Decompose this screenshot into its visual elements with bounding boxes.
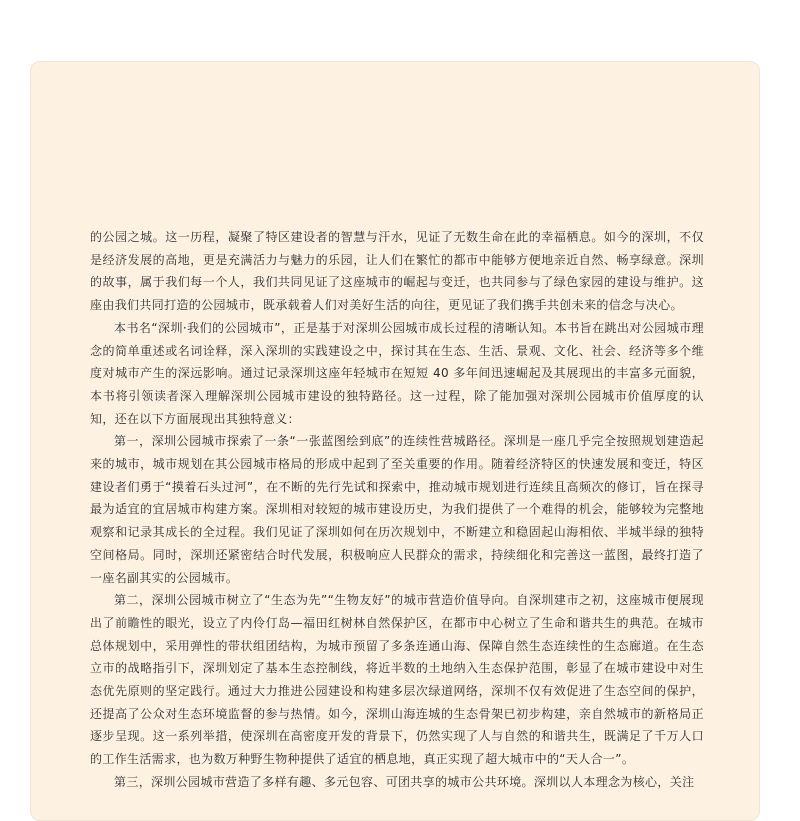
scrollbar-track[interactable] [794,0,800,800]
document-body [90,226,704,794]
paragraph-point-one: 第一，深圳公园城市探索了一条“一张蓝图绘到底”的连续性营城路径。深圳是一座几乎完全按照规划建造起来的城市，城市规划在其公园城市格局的形成中起到了至关重要的作用。随着经济特区的快速发展和变迁，特区建设者们勇于“摸着石头过河”，在不断的先行先试和探索中，推动城市规划进行连续且高频次的修订，旨在探寻最为适宜的宜居城市构建方案。深圳相对较短的城市建设历史，为我们提供了一个难得的机会，能够较为完整地观察和记录其成长的全过程。我们见证了深圳如何在历次规划中，不断建立和稳固起山海相依、半城半绿的独特空间格局。同时，深圳还紧密结合时代发展，积极响应人民群众的需求，持续细化和完善这一蓝图，最终打造了一座名副其实的公园城市。 [90,434,704,585]
paragraph-continuation: 的公园之城。这一历程，凝聚了特区建设者的智慧与汗水，见证了无数生命在此的幸福栖息。如今的深圳，不仅是经济发展的高地，更是充满活力与魅力的乐园，让人们在繁忙的都市中能够方便地亲近自然、畅享绿意。深圳的故事，属于我们每一个人，我们共同见证了这座城市的崛起与变迁，也共同参与了绿色家园的建设与维护。这座由我们共同打造的公园城市，既承载着人们对美好生活的向往，更见证了我们携手共创未来的信念与决心。 [90,230,704,313]
paragraph-point-two: 第二，深圳公园城市树立了“生态为先”“生物友好”的城市营造价值导向。自深圳建市之初，这座城市便展现出了前瞻性的眼光，设立了内伶仃岛—福田红树林自然保护区，在都市中心树立了生命和谐共生的典范。在城市总体规划中，采用弹性的带状组团结构，为城市预留了多条连通山海、保障自然生态连续性的生态廊道。在生态立市的战略指引下，深圳划定了基本生态控制线，将近半数的土地纳入生态保护范围，彰显了在城市建设中对生态优先原则的坚定践行。通过大力推进公园建设和构建多层次绿道网络，深圳不仅有效促进了生态空间的保护，还提高了公众对生态环境监督的参与热情。如今，深圳山海连城的生态骨架已初步构建，亲自然城市的新格局正逐步呈现。这一系列举措，使深圳在高密度开发的背景下，仍然实现了人与自然的和谐共生，既满足了千万人口的工作生活需求，也为数万种野生物种提供了适宜的栖息地，真正实现了超大城市中的“天人合一”。 [90,593,704,767]
paragraph-point-three: 第三，深圳公园城市营造了多样有趣、多元包容、可团共享的城市公共环境。深圳以人本理念为核心，关注 [114,774,695,789]
paragraph-book-title-intro: 本书名“深圳·我们的公园城市”，正是基于对深圳公园城市成长过程的清晰认知。本书旨在跳出对公园城市理念的简单重述或名词诠释，深入深圳的实践建设之中，探讨其在生态、生活、景观、文化、社会、经济等多个维度对城市产生的深远影响。通过记录深圳这座年轻城市在短短 40 多年间迅速崛起及其展现出的丰富多元面貌，本书将引领读者深入理解深圳公园城市建设的独特路径。这一过程，除了能加强对深圳公园城市价值厚度的认知，还在以下方面展现出其独特意义： [90,320,704,426]
document-page [30,61,760,821]
